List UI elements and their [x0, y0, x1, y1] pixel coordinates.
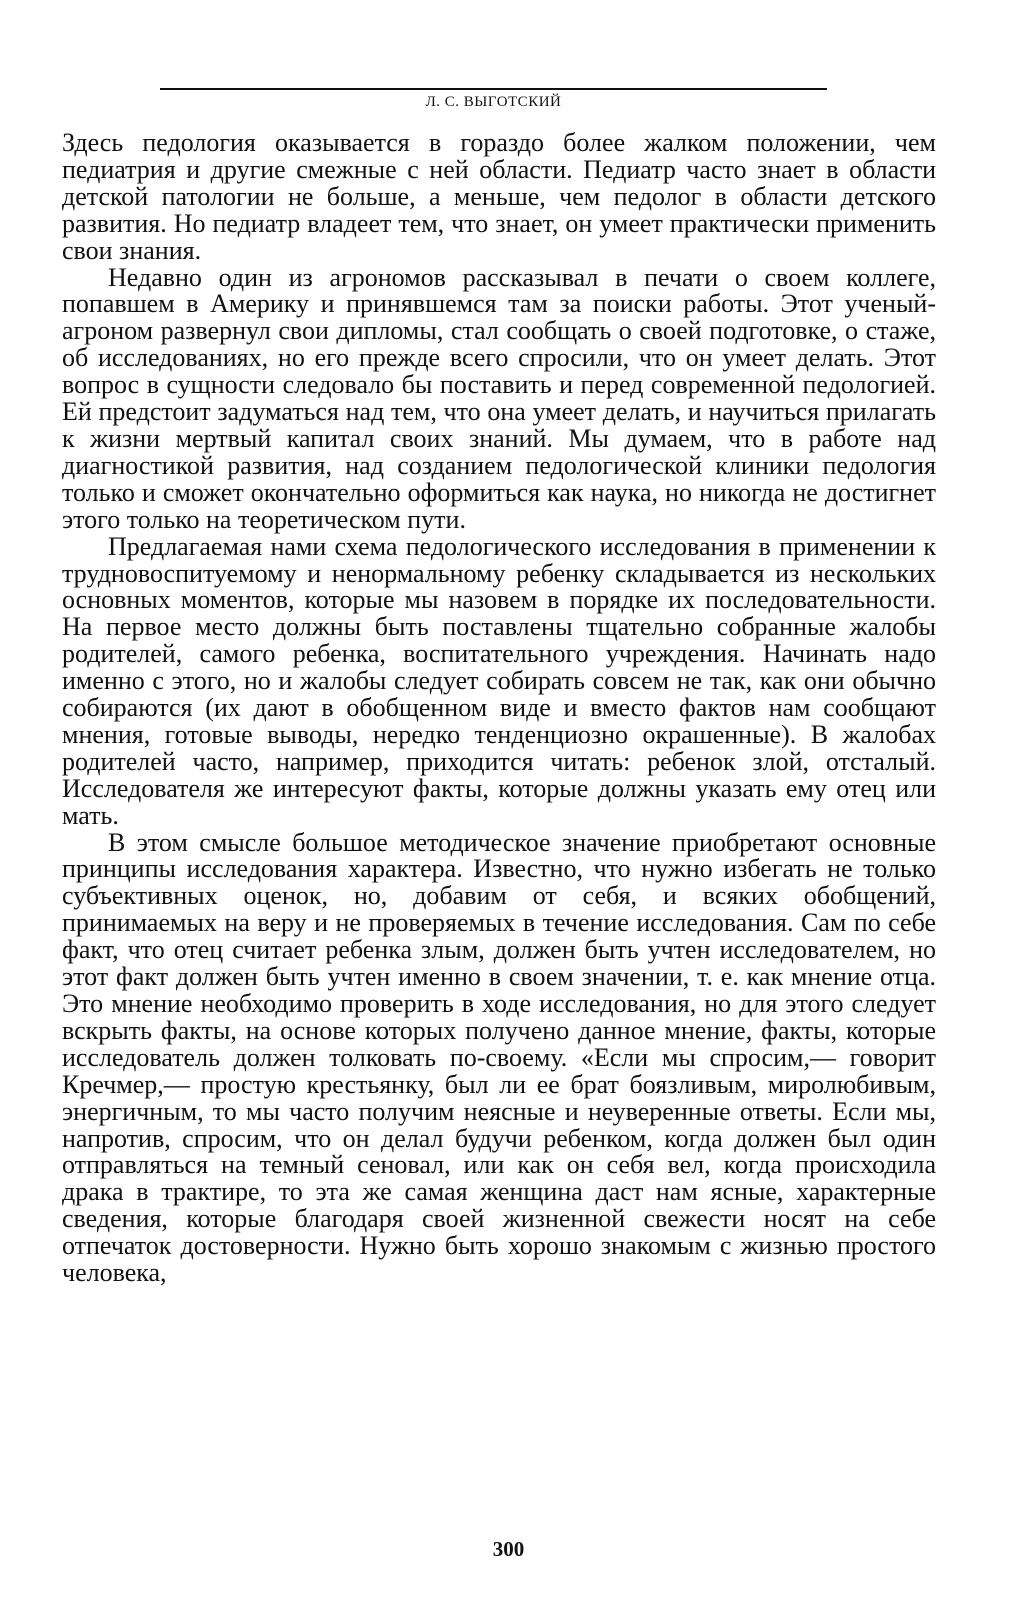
paragraph: Здесь педология оказывается в гораздо более жалком положении, чем педиатрия и другие смежные с ней области. Педиатр часто знает в области детской патологии не больше, а меньше, чем педолог в области детского развития. Но педиатр владеет тем, что знает, он умеет практически применить свои знания. [62, 128, 936, 265]
running-head: Л. С. ВЫГОТСКИЙ [425, 94, 562, 110]
header-rule [160, 88, 827, 90]
paragraph: Предлагаемая нами схема педологического исследования в применении к трудновоспитуемому и ненормальному ребенку складывается из нескольких основных моментов, которые мы назовем в порядке их последовательности. На первое место должны быть поставлены тщательно собранные жалобы родителей, самого ребенка, воспитательного учреждения. Начинать надо именно с этого, но и жалобы следует собирать совсем не так, как они обычно собираются (их дают в обобщенном виде и вместо фактов нам сообщают мнения, готовые выводы, нередко тенденциозно окрашенные). В жалобах родителей часто, например, приходится читать: ребенок злой, отсталый. Исследователя же интересуют факты, которые должны указать ему отец или мать. [62, 531, 936, 830]
body-text [62, 130, 936, 1287]
page-number: 300 [492, 1537, 525, 1561]
paragraph: В этом смысле большое методическое значение приобретают основные принципы исследования характера. Известно, что нужно избегать не только субъективных оценок, но, добавим от себя, и всяких обобщений, принимаемых на веру и не проверяемых в течение исследования. Сам по себе факт, что отец считает ребенка злым, должен быть учтен исследователем, но этот факт должен быть учтен именно в своем значении, т. е. как мнение отца. Это мнение необходимо проверить в ходе исследования, но для этого следует вскрыть факты, на основе которых получено данное мнение, факты, которые исследователь должен толковать по-своему. «Если мы спросим,— говорит Кречмер,— простую крестьянку, был ли ее брат боязливым, миролюбивым, энергичным, то мы часто получим неясные и неуверенные ответы. Если мы, напротив, спросим, что он делал будучи ребенком, когда должен был один отправляться на темный сеновал, или как он себя вел, когда происходила драка в трактире, то эта же самая женщина даст нам ясные, характерные сведения, которые благодаря своей жизненной свежести носят на себе отпечаток достоверности. Нужно быть хорошо знакомым с жизнью простого человека, [62, 827, 936, 1288]
paragraph: Недавно один из агрономов рассказывал в печати о своем коллеге, попавшем в Америку и принявшемся там за поиски работы. Этот ученый-агроном развернул свои дипломы, стал сообщать о своей подготовке, о стаже, об исследованиях, но его прежде всего спросили, что он умеет делать. Этот вопрос в сущности следовало бы поставить и перед современной педологией. Ей предстоит задуматься над тем, что она умеет делать, и научиться прилагать к жизни мертвый капитал своих знаний. Мы думаем, что в работе над диагностикой развития, над созданием педологической клиники педология только и сможет окончательно оформиться как наука, но никогда не достигнет этого только на теоретическом пути. [62, 262, 936, 534]
